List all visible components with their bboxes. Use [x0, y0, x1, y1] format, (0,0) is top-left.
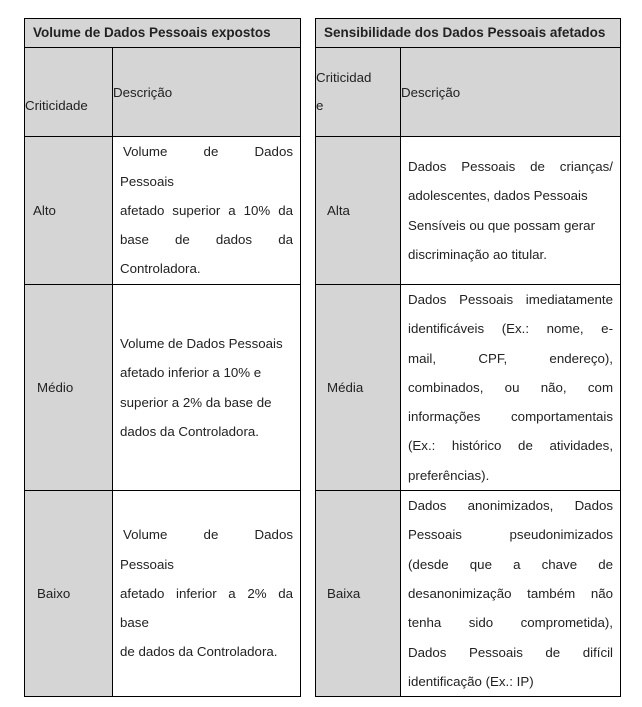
desc-line: Pessoais: [120, 556, 174, 572]
sensitivity-level-media: Média: [316, 285, 401, 491]
volume-header-criticality-label: Criticidade: [25, 97, 88, 113]
desc-line: Volume de Dados: [123, 144, 293, 160]
volume-desc-medio: [113, 285, 301, 491]
desc-line: Sensíveis ou que possam gerar: [408, 217, 596, 233]
desc-line: Dados Pessoais imediatamente: [408, 292, 614, 307]
volume-desc-baixo: [113, 491, 301, 697]
volume-level-alto: Alto: [25, 137, 113, 285]
desc-line: adolescentes, dados Pessoais: [408, 188, 588, 204]
volume-desc-alto: [113, 137, 301, 285]
volume-level-medio: Médio: [25, 285, 113, 491]
desc-line: Volume de Dados Pessoais: [120, 335, 283, 351]
sensitivity-desc-baixa: [401, 491, 621, 697]
crit-line-1: Criticidad: [316, 70, 372, 85]
sensitivity-table: [315, 18, 621, 697]
volume-header-description-label: Descrição: [113, 84, 173, 100]
volume-header-description: [113, 48, 301, 137]
desc-line: informações comportamentais: [408, 409, 614, 425]
desc-line: identificação (Ex.: IP): [408, 673, 534, 689]
crit-line-2: e: [316, 98, 324, 113]
desc-line: Dados Pessoais de difícil: [408, 644, 614, 660]
sensitivity-header-description: [401, 48, 621, 137]
volume-table-title: Volume de Dados Pessoais expostos: [25, 19, 301, 48]
desc-line: preferências).: [408, 467, 490, 483]
sensitivity-level-alta: Alta: [316, 137, 401, 285]
sensitivity-desc-media: [401, 285, 621, 491]
sensitivity-level-baixa: Baixa: [316, 491, 401, 697]
desc-line: base: [120, 615, 149, 631]
desc-line: base de dados da: [120, 232, 293, 248]
desc-line: identificáveis (Ex.: nome, e-: [408, 321, 614, 337]
desc-line: afetado inferior a 2% da: [120, 585, 293, 601]
desc-line: afetado inferior a 10% e: [120, 365, 262, 381]
desc-line: desanonimização também não: [408, 585, 614, 601]
desc-line: mail, CPF, endereço),: [408, 350, 614, 366]
sensitivity-header-criticality: [316, 48, 401, 137]
desc-line: Controladora.: [120, 261, 201, 277]
sensitivity-header-description-label: Descrição: [401, 84, 461, 100]
desc-line: de dados da Controladora.: [120, 644, 278, 660]
desc-line: (Ex.: histórico de atividades,: [408, 438, 614, 454]
sensitivity-header-criticality-label: [316, 64, 400, 120]
desc-line: discriminação ao titular.: [408, 246, 547, 262]
desc-line: (desde que a chave de: [408, 556, 614, 572]
desc-line: Dados Pessoais de crianças/: [408, 158, 614, 174]
desc-line: combinados, ou não, com: [408, 379, 614, 395]
desc-line: dados da Controladora.: [120, 423, 259, 439]
volume-header-criticality: [25, 48, 113, 137]
desc-line: Dados anonimizados, Dados: [408, 498, 614, 514]
desc-line: tenha sido comprometida),: [408, 615, 614, 631]
desc-line: superior a 2% da base de: [120, 394, 272, 410]
sensitivity-desc-alta: [401, 137, 621, 285]
desc-line: Pessoais: [120, 173, 174, 189]
desc-line: Volume de Dados: [123, 527, 293, 543]
sensitivity-table-title: Sensibilidade dos Dados Pessoais afetados: [316, 19, 621, 48]
volume-level-baixo: Baixo: [25, 491, 113, 697]
desc-line: afetado superior a 10% da: [120, 202, 293, 218]
volume-table: [24, 18, 301, 697]
desc-line: Pessoais pseudonimizados: [408, 527, 614, 543]
